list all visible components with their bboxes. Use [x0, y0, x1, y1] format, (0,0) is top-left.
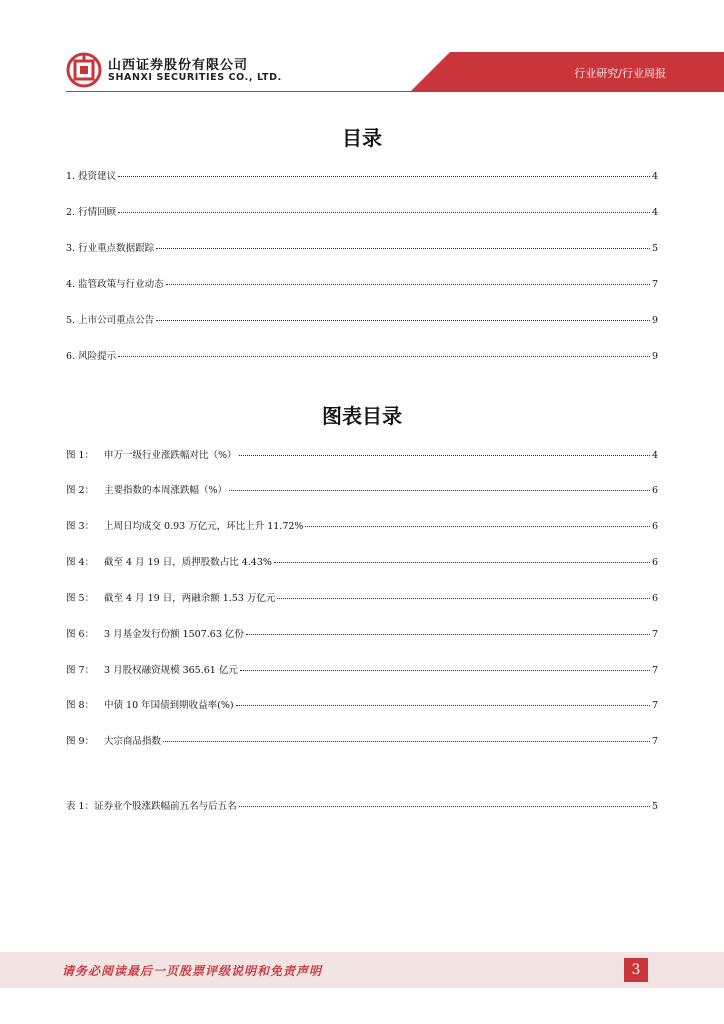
dot-leader [239, 455, 650, 456]
figure-entry-title: 截至 4 月 19 日，质押股数占比 4.43% [104, 557, 272, 568]
dot-leader [118, 176, 650, 177]
dot-leader [236, 705, 650, 706]
dot-leader [156, 248, 650, 249]
figure-entry-title: 上周日均成交 0.93 万亿元，环比上升 11.72% [104, 521, 304, 532]
toc-title: 目录 [342, 126, 382, 150]
figure-entry[interactable] [66, 626, 658, 642]
figure-entry-title: 申万一级行业涨跌幅对比（%） [104, 450, 237, 461]
page-number: 3 [624, 958, 648, 982]
dot-leader [277, 598, 650, 599]
toc-entry[interactable] [66, 312, 658, 328]
header-band [410, 52, 724, 92]
page-header [0, 0, 724, 100]
toc-entry-page: 9 [651, 351, 658, 362]
toc-entry-title: 行业重点数据跟踪 [78, 243, 155, 254]
toc-entry-number: 2. [66, 207, 76, 218]
figure-entry-label: 图 8： [66, 700, 95, 711]
toc-entry-number: 6. [66, 351, 76, 362]
toc-entry-title: 风险提示 [78, 351, 117, 362]
figure-entry-title: 3 月股权融资规模 365.61 亿元 [104, 665, 238, 676]
report-category: 行业研究/行业周报 [574, 67, 666, 80]
toc-entry-number: 5. [66, 315, 76, 326]
toc-entry[interactable] [66, 168, 658, 184]
figure-entry-title: 截至 4 月 19 日，两融余额 1.53 万亿元 [104, 593, 276, 604]
page-footer [0, 952, 724, 988]
toc-entry-title: 投资建议 [78, 171, 117, 182]
figure-entry[interactable] [66, 662, 658, 678]
figure-entry[interactable] [66, 554, 658, 570]
dot-leader [156, 320, 650, 321]
figure-entry[interactable] [66, 590, 658, 606]
header-divider [66, 91, 724, 92]
figure-entry-title: 主要指数的本周涨跌幅（%） [104, 485, 228, 496]
toc-entry[interactable] [66, 240, 658, 256]
toc-entry-number: 1. [66, 171, 76, 182]
figure-entry-label: 图 2： [66, 485, 95, 496]
figure-entry[interactable] [66, 482, 658, 498]
figure-entry-page: 7 [651, 736, 658, 747]
dot-leader [274, 562, 650, 563]
dot-leader [166, 284, 650, 285]
table-entry[interactable] [66, 798, 658, 814]
toc-entry-page: 5 [651, 243, 658, 254]
toc-entry[interactable] [66, 348, 658, 364]
figure-entry-title: 3 月基金发行份额 1507.63 亿份 [104, 629, 244, 640]
figure-entry[interactable] [66, 518, 658, 534]
figure-entry-label: 图 5： [66, 593, 95, 604]
table-entry-label: 表 1： [66, 801, 95, 812]
toc-entry-number: 4. [66, 279, 76, 290]
figure-entry-label: 图 1： [66, 450, 95, 461]
dot-leader [239, 806, 650, 807]
dot-leader [246, 634, 650, 635]
toc-entry[interactable] [66, 276, 658, 292]
figure-entry[interactable] [66, 697, 658, 713]
toc-entry-page: 4 [651, 171, 658, 182]
figure-entry-label: 图 9： [66, 736, 95, 747]
company-name-cn: 山西证券股份有限公司 [108, 58, 249, 73]
toc-entry-title: 行情回顾 [78, 207, 117, 218]
dot-leader [229, 490, 650, 491]
figure-entry-page: 4 [651, 450, 658, 461]
toc-entry-page: 7 [651, 279, 658, 290]
figure-entry-page: 6 [651, 557, 658, 568]
dot-leader [163, 741, 650, 742]
toc-entry[interactable] [66, 204, 658, 220]
figure-entry-page: 6 [651, 521, 658, 532]
dot-leader [118, 212, 650, 213]
toc-entry-page: 9 [651, 315, 658, 326]
figure-entry-page: 7 [651, 665, 658, 676]
table-entry-title: 证券业个股涨跌幅前五名与后五名 [94, 801, 237, 812]
toc-entry-title: 监管政策与行业动态 [78, 279, 164, 290]
disclaimer-notice: 请务必阅读最后一页股票评级说明和免责声明 [62, 964, 323, 978]
figure-entry[interactable] [66, 447, 658, 463]
dot-leader [305, 526, 650, 527]
figure-entry-label: 图 6： [66, 629, 95, 640]
figure-entry-page: 7 [651, 629, 658, 640]
figure-entry-page: 7 [651, 700, 658, 711]
toc-entry-title: 上市公司重点公告 [78, 315, 155, 326]
figure-list-title: 图表目录 [322, 404, 402, 428]
figure-entry-label: 图 7： [66, 665, 95, 676]
figure-entry-page: 6 [651, 593, 658, 604]
figure-entry-title: 大宗商品指数 [104, 736, 162, 747]
dot-leader [118, 356, 650, 357]
figure-entry-label: 图 3： [66, 521, 95, 532]
company-name-en: SHANXI SECURITIES CO., LTD. [108, 72, 282, 83]
table-entry-page: 5 [651, 801, 658, 812]
figure-entry-title: 中债 10 年国债到期收益率(%) [104, 700, 234, 711]
toc-entry-number: 3. [66, 243, 76, 254]
figure-entry-label: 图 4： [66, 557, 95, 568]
company-logo-icon [66, 52, 102, 88]
toc-entry-page: 4 [651, 207, 658, 218]
figure-entry[interactable] [66, 733, 658, 749]
dot-leader [240, 670, 650, 671]
figure-entry-page: 6 [651, 485, 658, 496]
